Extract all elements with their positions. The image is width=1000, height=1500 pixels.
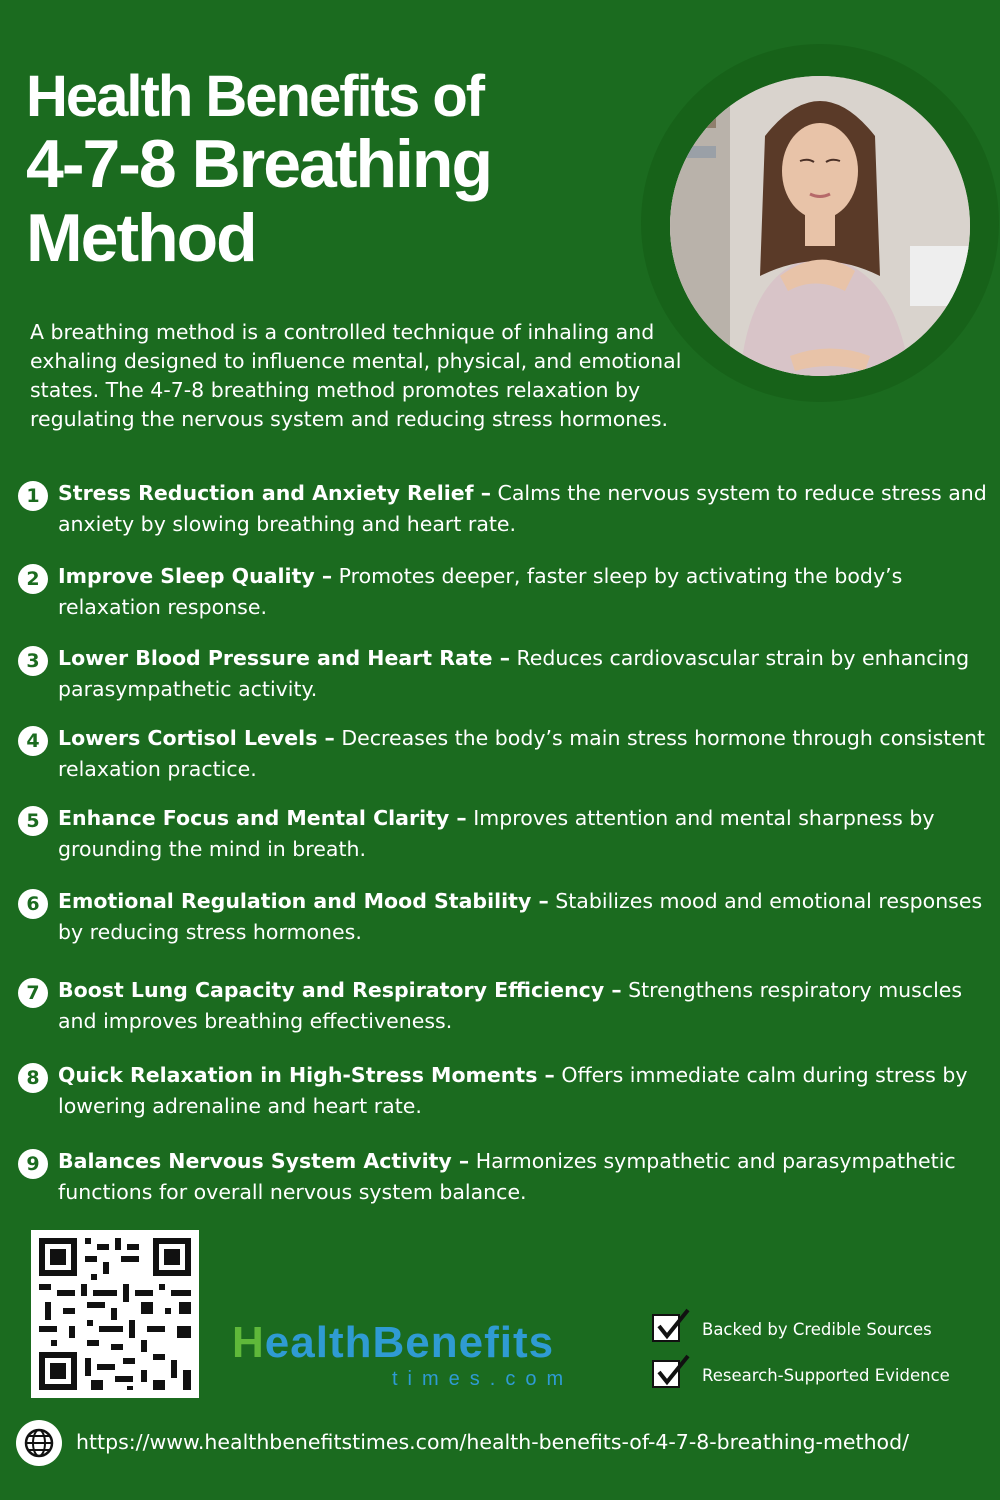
benefit-title: Quick Relaxation in High-Stress Moments – bbox=[58, 1063, 555, 1087]
benefit-description: Harmonizes sympathetic and parasympathetic functions for overall nervous system balance. bbox=[58, 1149, 956, 1204]
logo-main-text: ealthBenefits bbox=[264, 1318, 555, 1367]
benefit-title: Emotional Regulation and Mood Stability – bbox=[58, 889, 549, 913]
number-badge: 4 bbox=[18, 726, 48, 756]
qr-code[interactable] bbox=[31, 1230, 199, 1398]
benefit-description: Offers immediate calm during stress by lowering adrenaline and heart rate. bbox=[58, 1063, 968, 1118]
benefit-description: Strengthens respiratory muscles and improves breathing effectiveness. bbox=[58, 978, 963, 1033]
number-badge: 6 bbox=[18, 889, 48, 919]
benefit-text bbox=[58, 478, 988, 540]
number-badge: 3 bbox=[18, 646, 48, 676]
benefit-text bbox=[58, 1060, 988, 1122]
number-badge: 9 bbox=[18, 1149, 48, 1179]
benefit-text bbox=[58, 803, 988, 865]
checkbox-icon bbox=[652, 1314, 680, 1342]
benefit-description: Reduces cardiovascular strain by enhancing parasympathetic activity. bbox=[58, 646, 970, 701]
benefit-title: Lower Blood Pressure and Heart Rate – bbox=[58, 646, 510, 670]
globe-icon bbox=[16, 1420, 62, 1466]
title-line-1: Health Benefits of bbox=[26, 64, 484, 129]
benefit-title: Enhance Focus and Mental Clarity – bbox=[58, 806, 467, 830]
benefit-description: Promotes deeper, faster sleep by activating the body’s relaxation response. bbox=[58, 564, 903, 619]
benefit-description: Decreases the body’s main stress hormone through consistent relaxation practice. bbox=[58, 726, 985, 781]
title-line-3: Method bbox=[26, 200, 256, 276]
benefit-text bbox=[58, 1146, 988, 1208]
benefit-title: Lowers Cortisol Levels – bbox=[58, 726, 335, 750]
logo-letter-h: H bbox=[232, 1318, 265, 1367]
benefit-text bbox=[58, 643, 988, 705]
benefit-text bbox=[58, 886, 988, 948]
brand-logo[interactable] bbox=[232, 1318, 592, 1398]
number-badge: 1 bbox=[18, 481, 48, 511]
number-badge: 2 bbox=[18, 564, 48, 594]
title-line-2: 4-7-8 Breathing bbox=[26, 126, 491, 202]
number-badge: 5 bbox=[18, 806, 48, 836]
benefit-description: Calms the nervous system to reduce stress and anxiety by slowing breathing and heart rate. bbox=[58, 481, 987, 536]
intro-paragraph: A breathing method is a controlled technique of inhaling and exhaling designed to influence mental, physical, and emotional states. The 4-7-8 breathing method promotes relaxation by regulating the nervous system and reducing stress hormones. bbox=[30, 320, 682, 431]
benefit-description: Stabilizes mood and emotional responses by reducing stress hormones. bbox=[58, 889, 983, 944]
benefit-title: Stress Reduction and Anxiety Relief – bbox=[58, 481, 491, 505]
page-title bbox=[26, 64, 646, 276]
badge-item bbox=[652, 1312, 992, 1352]
checkbox-icon bbox=[652, 1360, 680, 1388]
benefit-title: Balances Nervous System Activity – bbox=[58, 1149, 470, 1173]
benefit-title: Boost Lung Capacity and Respiratory Efficiency – bbox=[58, 978, 622, 1002]
benefit-text bbox=[58, 975, 988, 1037]
benefit-text bbox=[58, 723, 988, 785]
badge-label: Backed by Credible Sources bbox=[702, 1320, 932, 1339]
woman-breathing-photo bbox=[670, 76, 970, 376]
benefit-description: Improves attention and mental sharpness by grounding the mind in breath. bbox=[58, 806, 935, 861]
badge-label: Research-Supported Evidence bbox=[702, 1366, 950, 1385]
logo-subtext: times.com bbox=[392, 1368, 574, 1390]
number-badge: 7 bbox=[18, 978, 48, 1008]
benefit-text bbox=[58, 561, 988, 623]
source-url-link[interactable]: https://www.healthbenefitstimes.com/health-benefits-of-4-7-8-breathing-method/ bbox=[76, 1430, 910, 1454]
benefit-title: Improve Sleep Quality – bbox=[58, 564, 333, 588]
badge-item bbox=[652, 1358, 992, 1398]
number-badge: 8 bbox=[18, 1063, 48, 1093]
logo-wordmark bbox=[232, 1318, 554, 1368]
